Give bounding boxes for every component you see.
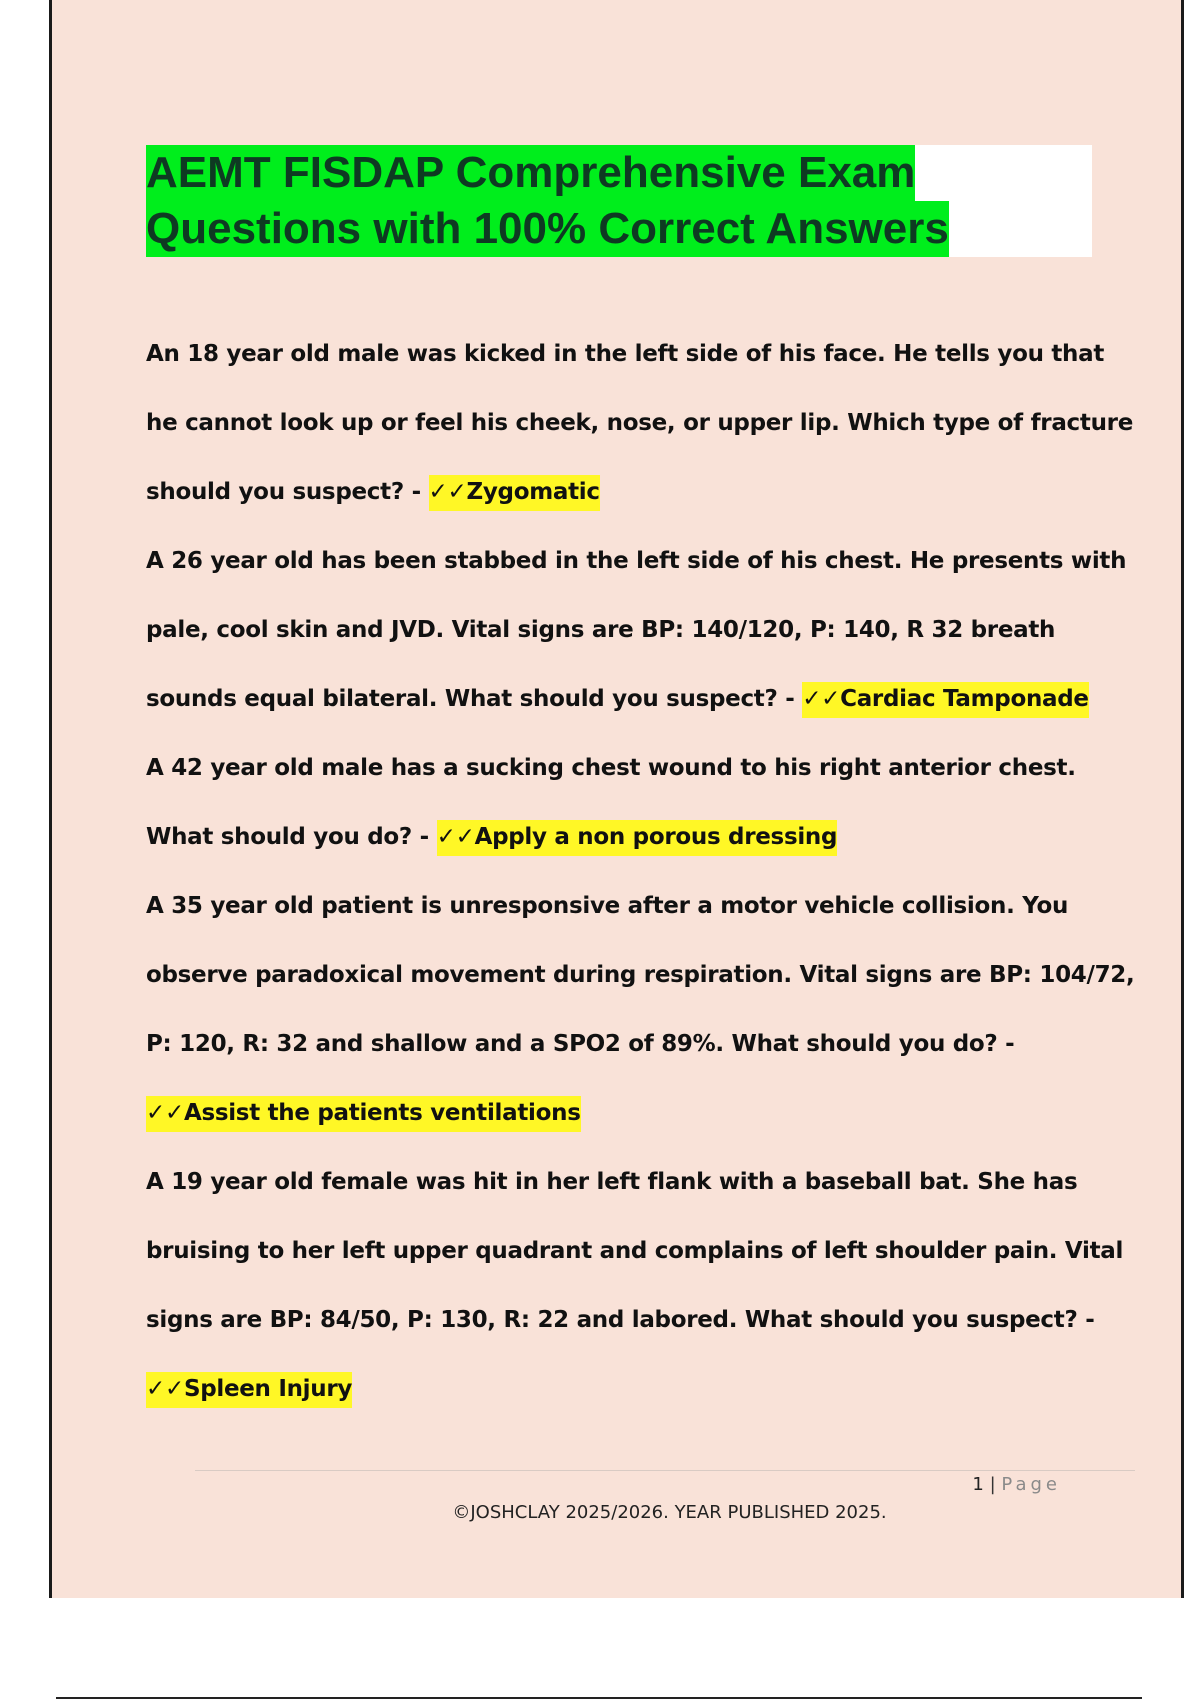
question-item: [146, 527, 1136, 734]
document-title: [146, 145, 1092, 257]
bottom-divider: [56, 1697, 1142, 1699]
question-text: A 35 year old patient is unresponsive after a motor vehicle collision. You observe paradoxical movement during respiration. Vital signs are BP: 104/72, P: 120, R: 32 and shallow and a SPO2 of 89%. What should you do? -: [146, 893, 1135, 1057]
page-number-value: 1: [972, 1474, 984, 1495]
page-label: Page: [1001, 1474, 1061, 1495]
title-line-1: AEMT FISDAP Comprehensive Exam: [146, 145, 915, 201]
question-text: An 18 year old male was kicked in the left side of his face. He tells you that he cannot look up or feel his cheek, nose, or upper lip. Which type of fracture should you suspect? -: [146, 341, 1133, 505]
answer-highlight: ✓✓Assist the patients ventilations: [146, 1096, 581, 1132]
copyright-notice: ©JOSHCLAY 2025/2026. YEAR PUBLISHED 2025.: [452, 1502, 887, 1523]
title-line-2: Questions with 100% Correct Answers: [146, 201, 949, 257]
answer-highlight: ✓✓Apply a non porous dressing: [437, 820, 838, 856]
question-text: A 42 year old male has a sucking chest wound to his right anterior chest. What should you do? -: [146, 755, 1076, 850]
question-item: [146, 1148, 1136, 1424]
answer-highlight: ✓✓Cardiac Tamponade: [802, 682, 1089, 718]
document-page: [49, 0, 1184, 1598]
answer-highlight: ✓✓Spleen Injury: [146, 1372, 352, 1408]
question-text: A 26 year old has been stabbed in the left side of his chest. He presents with pale, cool skin and JVD. Vital signs are BP: 140/120, P: 140, R 32 breath sounds equal bilateral. What should you suspect? -: [146, 548, 1127, 712]
question-item: [146, 872, 1136, 1148]
question-item: [146, 734, 1136, 872]
question-item: [146, 320, 1136, 527]
footer-divider: [195, 1470, 1135, 1471]
question-text: A 19 year old female was hit in her left flank with a baseball bat. She has bruising to her left upper quadrant and complains of left shoulder pain. Vital signs are BP: 84/50, P: 130, R: 22 and labored. What should you suspect? -: [146, 1169, 1124, 1333]
question-list: [146, 320, 1136, 1424]
answer-highlight: ✓✓Zygomatic: [429, 475, 600, 511]
page-number-separator: |: [989, 1474, 996, 1495]
page-number: [972, 1474, 1061, 1495]
